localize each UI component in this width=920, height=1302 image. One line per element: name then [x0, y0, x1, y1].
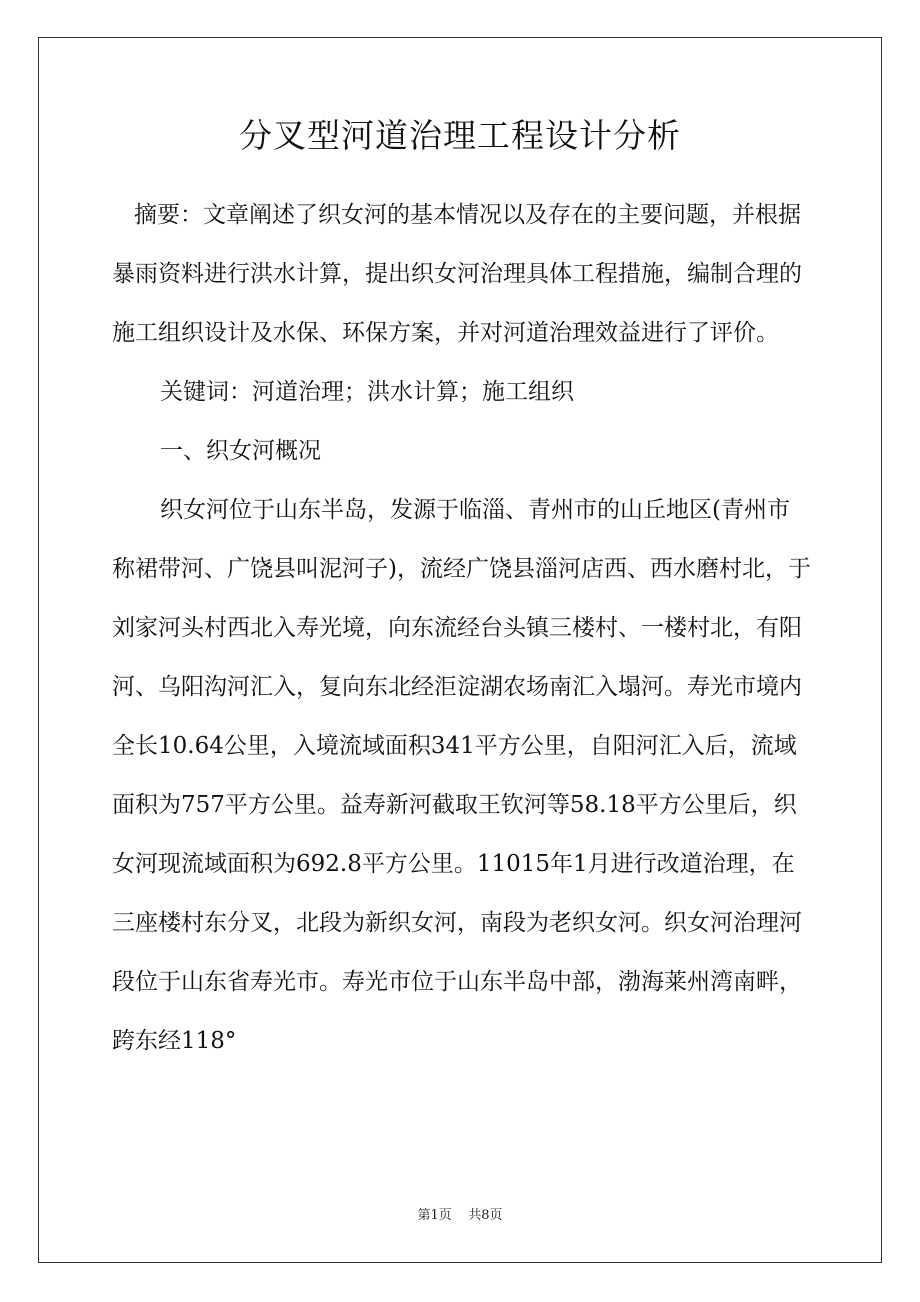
abstract-paragraph: 摘要：文章阐述了织女河的基本情况以及存在的主要问题，并根据暴雨资料进行洪水计算，提出织女河治理具体工程措施，编制合理的施工组织设计及水保、环保方案，并对河道治理效益进行了评价。 — [112, 202, 802, 346]
overview-paragraph: 织女河位于山东半岛，发源于临淄、青州市的山丘地区(青州市称裙带河、广饶县叫泥河子)，流经广饶县淄河店西、西水磨村北，于刘家河头村西北入寿光境，向东流经台头镇三楼村、一楼村北，有阳河、乌阳沟河汇入，复向东北经洰淀湖农场南汇入塌河。寿光市境内全长10.64公里，入境流域面积341平方公里，自阳河汇入后，流域面积为757平方公里。益寿新河截取王钦河等58.18平方公里后，织女河现流域面积为692.8平方公里。11015年1月进行改道治理，在三座楼村东分叉，北段为新织女河，南段为老织女河。织女河治理河段位于山东省寿光市。寿光市位于山东半岛中部，渤海莱州湾南畔，跨东经118° — [112, 497, 811, 1054]
total-pages: 共8页 — [468, 1208, 503, 1223]
document-title: 分叉型河道治理工程设计分析 — [239, 116, 681, 155]
page-number: 第1页 — [417, 1208, 452, 1223]
page-footer — [0, 1206, 920, 1226]
document-body — [112, 186, 812, 1071]
section-heading: 一、织女河概况 — [160, 438, 321, 464]
keywords-paragraph: 关键词：河道治理；洪水计算；施工组织 — [160, 379, 574, 405]
